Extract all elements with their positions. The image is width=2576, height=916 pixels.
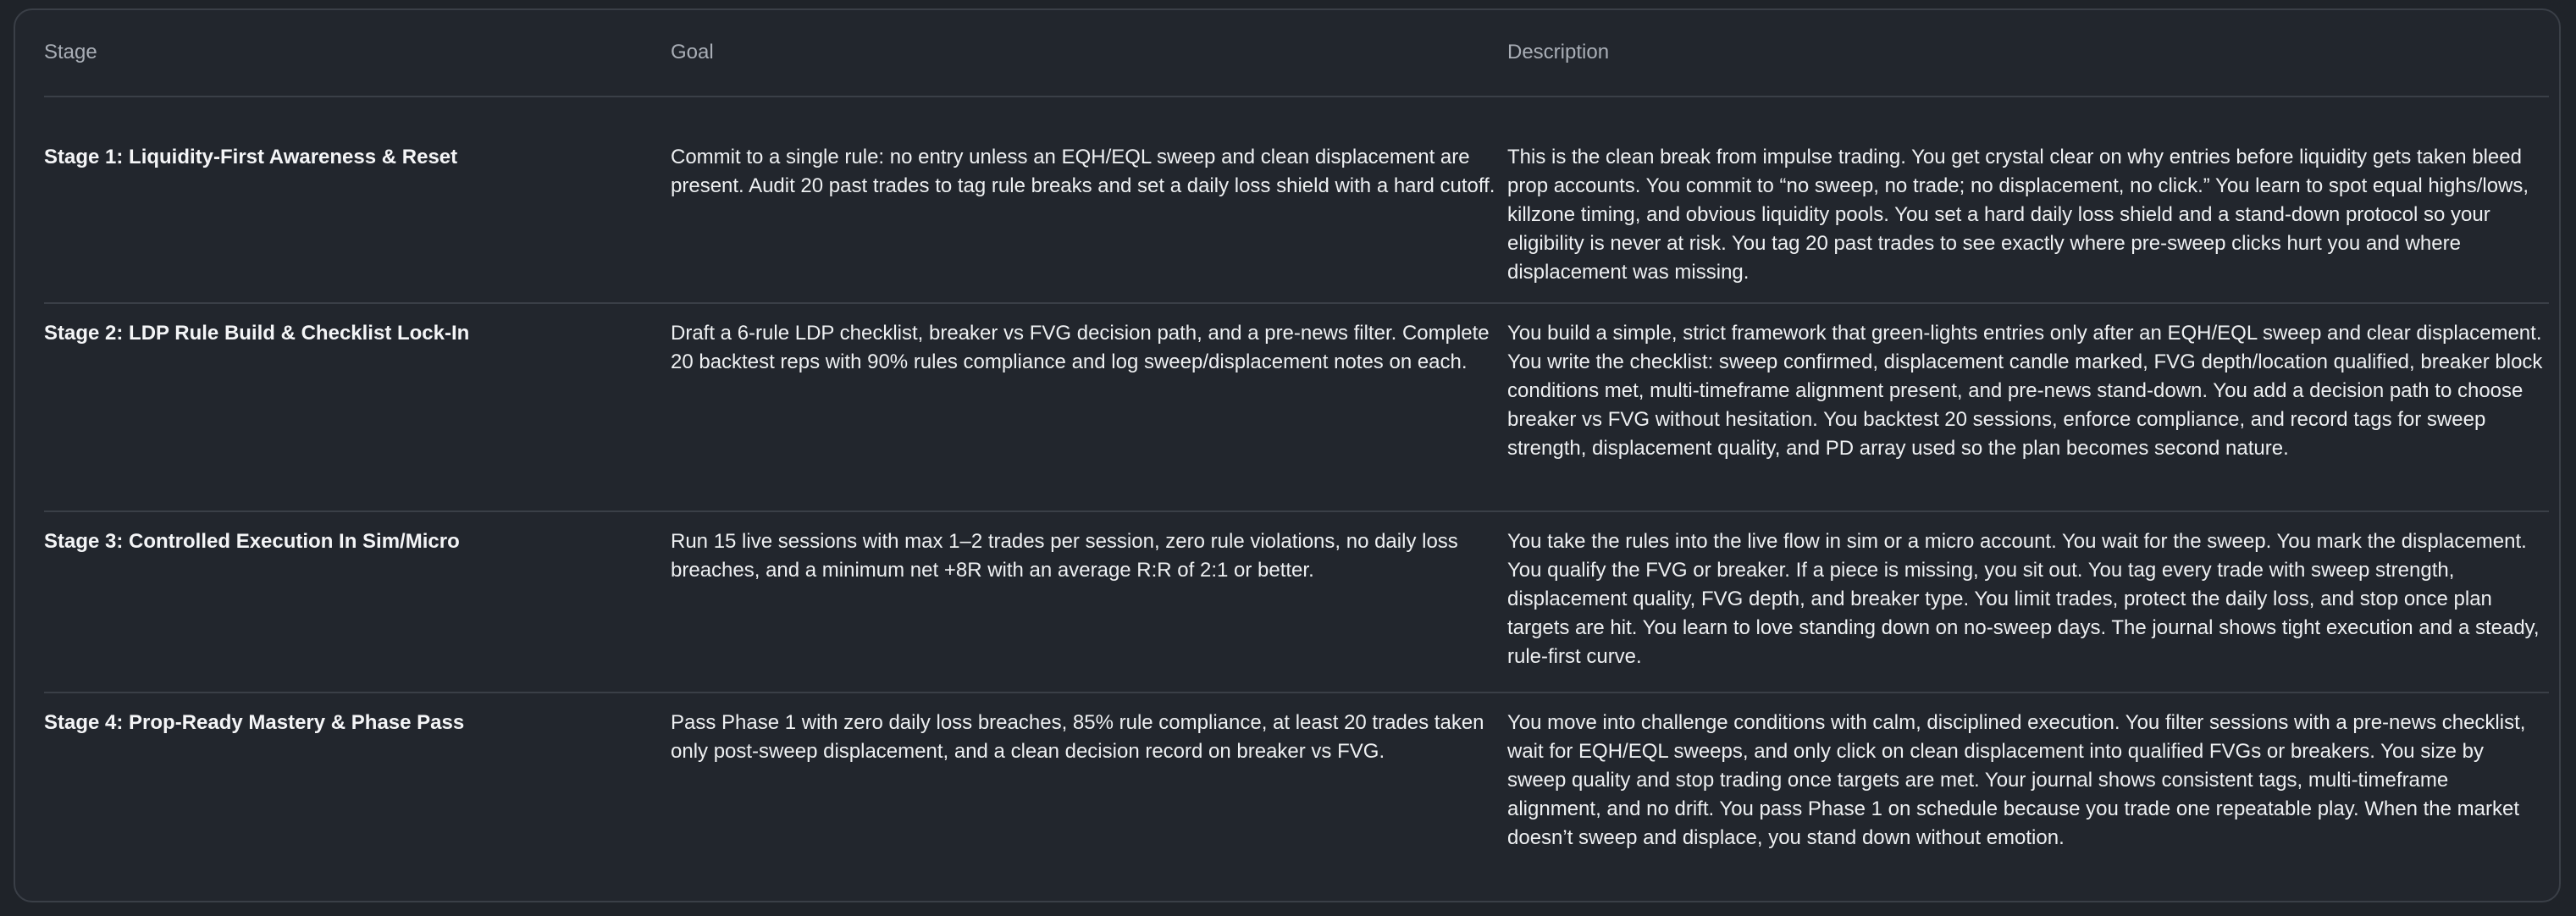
roadmap-table [44,10,2549,878]
stage-cell: Stage 4: Prop-Ready Mastery & Phase Pass [44,711,465,734]
stage-cell: Stage 3: Controlled Execution In Sim/Micro [44,511,671,693]
table-row [44,303,2549,511]
description-cell: You take the rules into the live flow in sim or a micro account. You wait for the sweep. You mark the displacement. You qualify the FVG or breaker. If a piece is missing, you sit out. You tag every trade with sweep strength, displacement quality, FVG depth, and breaker type. You limit trades, protect the daily loss, and stop once plan targets are hit. You learn to love standing down on no-sweep days. The journal shows tight execution and a steady, rule-first curve. [1507,511,2549,693]
table-header [44,10,2549,97]
table-body [44,97,2549,878]
column-header-description: Description [1507,10,2549,97]
table-row [44,693,2549,878]
description-cell: This is the clean break from impulse trading. You get crystal clear on why entries before liquidity gets taken bleed prop accounts. You commit to “no sweep, no trade; no displacement, no click.” You learn to spot equal highs/lows, killzone timing, and obvious liquidity pools. You set a hard daily loss shield and a stand-down protocol so your eligibility is never at risk. You tag 20 past trades to see exactly where pre-sweep clicks hurt you and where displacement was missing. [1507,97,2549,303]
table-row [44,511,2549,693]
goal-cell: Commit to a single rule: no entry unless an EQH/EQL sweep and clean displacement are present. Audit 20 past trades to tag rule breaks and set a daily loss shield with a hard cutoff. [671,97,1507,303]
roadmap-table-card [14,8,2561,902]
header-row [44,10,2549,97]
goal-cell: Run 15 live sessions with max 1–2 trades per session, zero rule violations, no daily loss breaches, and a minimum net +8R with an average R:R of 2:1 or better. [671,511,1507,693]
table-row [44,97,2549,303]
column-header-stage: Stage [44,10,671,97]
stage-cell: Stage 1: Liquidity-First Awareness & Reset [44,97,671,303]
description-cell: You move into challenge conditions with calm, disciplined execution. You filter sessions with a pre-news checklist, wait for EQH/EQL sweeps, and only click on clean displacement into qualified FVGs or breakers. You size by sweep quality and stop trading once targets are met. Your journal shows consistent tags, multi-timeframe alignment, and no drift. You pass Phase 1 on schedule because you trade one repeatable play. When the market doesn’t sweep and displace, you stand down without emotion. [1507,711,2526,849]
goal-cell: Pass Phase 1 with zero daily loss breaches, 85% rule compliance, at least 20 trades taken only post-sweep displacement, and a clean decision record on breaker vs FVG. [671,711,1484,763]
column-header-goal: Goal [671,10,1507,97]
stage-cell: Stage 2: LDP Rule Build & Checklist Lock-In [44,303,671,511]
goal-cell: Draft a 6-rule LDP checklist, breaker vs FVG decision path, and a pre-news filter. Complete 20 backtest reps with 90% rules compliance and log sweep/displacement notes on each. [671,303,1507,511]
description-cell: You build a simple, strict framework that green-lights entries only after an EQH/EQL sweep and clear displacement. You write the checklist: sweep confirmed, displacement candle marked, FVG depth/location qualified, breaker block conditions met, multi-timeframe alignment present, and pre-news stand-down. You add a decision path to choose breaker vs FVG without hesitation. You backtest 20 sessions, enforce compliance, and record tags for sweep strength, displacement quality, and PD array used so the plan becomes second nature. [1507,303,2549,511]
